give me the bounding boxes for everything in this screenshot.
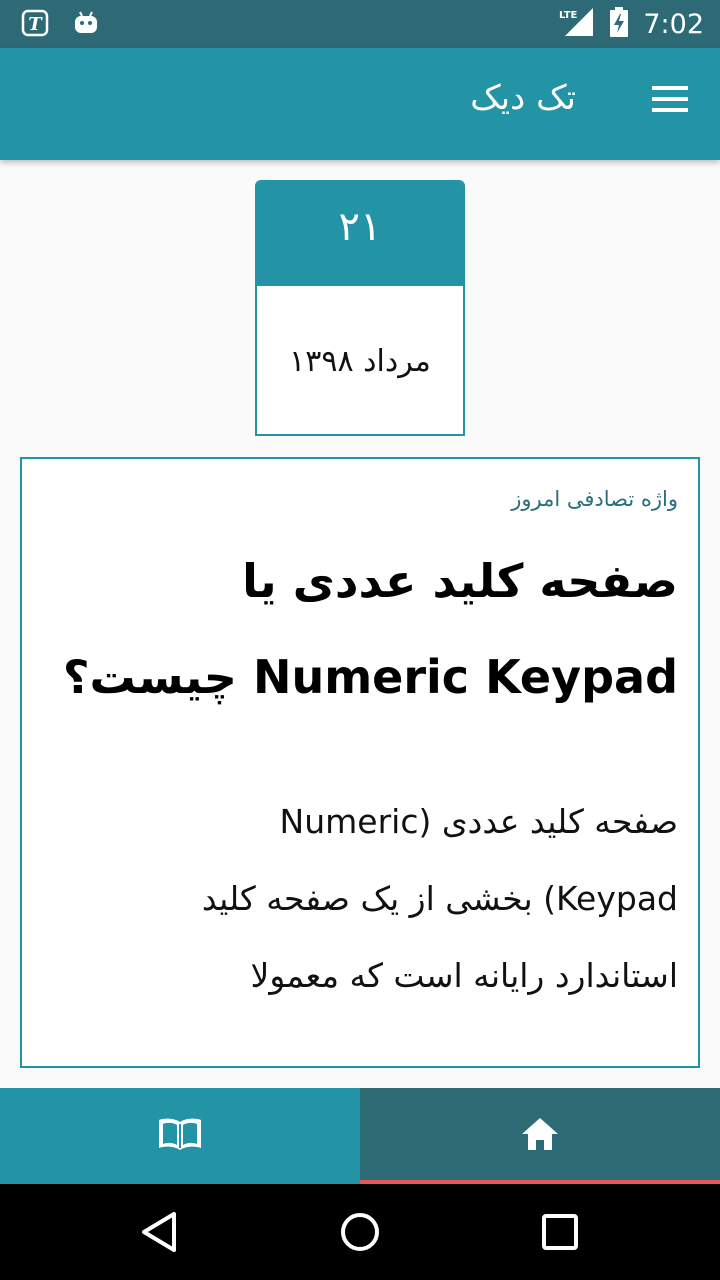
article-body-line: Keypad) بخشی از یک صفحه کلید [201,879,678,918]
home-circle-icon[interactable] [336,1208,384,1256]
recents-icon[interactable] [536,1208,584,1256]
article-body-line: صفحه کلید عددی (Numeric [279,802,678,841]
network-label: LTE [559,10,578,21]
status-time: 7:02 [643,8,704,40]
random-word-card[interactable] [20,457,700,1068]
home-icon [520,1116,560,1156]
android-icon [72,9,100,41]
date-card [255,180,465,436]
hamburger-menu-icon[interactable] [650,86,690,122]
app-title: تک دیک [470,78,576,118]
back-icon[interactable] [136,1208,184,1256]
article-title-line: Numeric Keypad چیست؟ [62,650,678,704]
nav-item-dictionary[interactable] [0,1088,360,1184]
bottom-navigation [0,1088,720,1184]
article-title [42,533,678,725]
book-icon [156,1116,204,1156]
status-bar [0,0,720,48]
app-bar [0,48,720,160]
date-month-year: مرداد ۱۳۹۸ [289,343,431,379]
card-label: واژه تصادفی امروز [511,487,678,511]
nav-item-home[interactable] [360,1088,720,1184]
date-day: ۲۱ [257,182,463,286]
article-body-line: استاندارد رایانه است که معمولا [250,956,678,995]
battery-charging-icon [609,6,629,42]
system-navigation-bar [0,1184,720,1280]
t-app-icon [20,8,50,42]
article-body [42,783,678,1014]
article-title-line: صفحه کلید عددی یا [242,554,678,608]
svg-text:T: T [28,14,42,35]
lte-signal-icon [557,6,595,42]
